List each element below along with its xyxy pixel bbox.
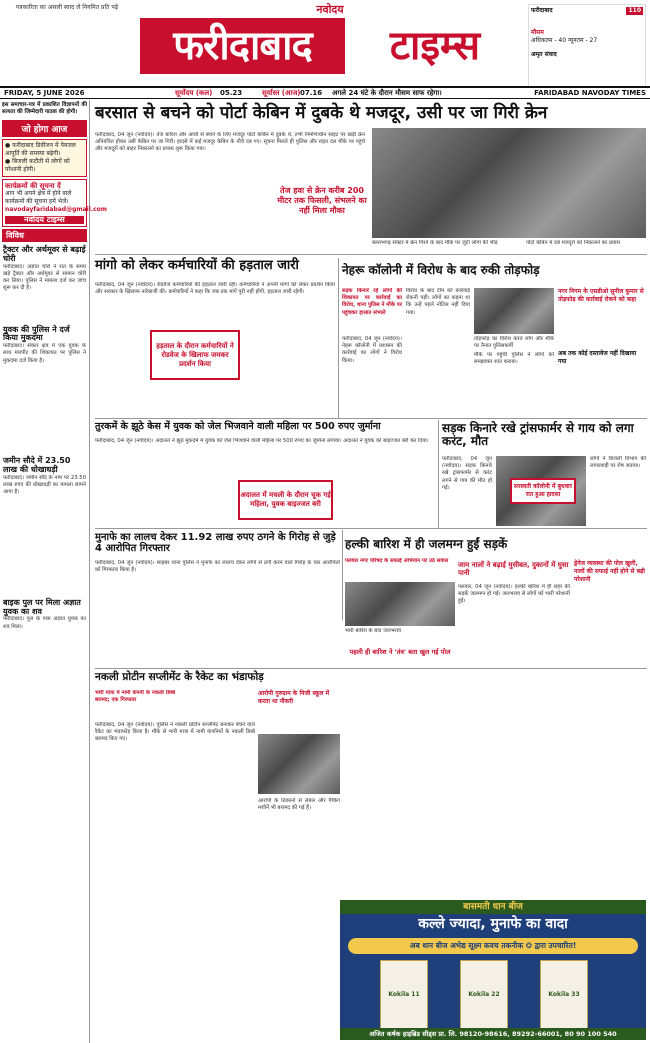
edition-label: फरीदाबाद xyxy=(531,7,553,14)
story6-sub: जाम नालों ने बढ़ाई मुसीबत, दुकानों में घुसा पानी xyxy=(458,561,569,577)
dateline xyxy=(0,86,650,99)
story7-bullet: भारी मात्रा में नामी कंपनी के नकली डिब्बे बरामद; एक गिरफ्तार xyxy=(95,690,175,704)
product-bag: Kokila 11 xyxy=(380,960,428,1030)
story4-body-b: लोगों ने बिजली विभाग की लापरवाही पर रोष जताया। xyxy=(590,456,646,470)
rail-box xyxy=(2,139,87,177)
story1-quote: हड़ताल के दौरान कर्मचारियों ने रोडवेज के खिलाफ जमकर प्रदर्शन किया xyxy=(150,330,240,380)
story2-caption: तोड़फोड़ का विरोध करते लोग और मौके पर तैनात पुलिसकर्मी xyxy=(474,336,554,350)
story2-body-b: विरोध के बाद टीम को कार्रवाई रोकनी पड़ी। लोगों का कहना था कि उन्हें पहले नोटिस नहीं दिया गया। xyxy=(406,288,470,316)
story2-headline: नेहरू कॉलोनी में विरोध के बाद रुकी तोड़फोड़ xyxy=(342,263,540,277)
story3-headline: तुरकमें के झूठे केस में युवक को जेल भिजवाने वाली महिला पर 500 रुपए जुर्माना xyxy=(95,421,381,432)
story6-side: ड्रेनेज व्यवस्था की पोल खुली, नालों की सफाई नहीं होने से बढ़ी परेशानी xyxy=(574,560,645,583)
ticker: अगले 24 घंटे के दौरान मौसम साफ रहेगा। xyxy=(332,89,442,97)
rail-top-note: इस समाचार-पत्र में प्रकाशित विज्ञापनों की सत्यता की जिम्मेदारी पाठक की होगी। xyxy=(2,102,87,115)
story4-quote: सरस्वती कॉलोनी में बुधवार रात हुआ हादसा xyxy=(510,478,576,504)
lead-caption-1: बल्लभगढ़ सेक्टर में क्रेन गिरने के बाद मौके पर जुटी लोगों की भीड़ xyxy=(372,240,498,246)
rail-stories xyxy=(0,244,89,688)
story2-body-a: फरीदाबाद, 04 जून (नवोदय)। नेहरू कॉलोनी में प्रशासन की कार्रवाई का लोगों ने विरोध किया। xyxy=(342,336,402,364)
rail-story: जमीन सौदे में 23.50 लाख की धोखाधड़ी फरीदाबाद। जमीन सौदे के नाम पर 23.50 लाख रुपए की धोखाधड़ी का मामला सामने आया है। xyxy=(3,456,86,496)
masthead xyxy=(0,0,650,96)
contact-email[interactable]: navodayfaridabad@gmail.com xyxy=(5,206,107,213)
story2-body-c: मौके पर पहुंची पुलिस ने लोगों को समझाकर शांत कराया। xyxy=(474,352,554,366)
weather-box xyxy=(528,4,646,90)
nameplate-left: फरीदाबाद xyxy=(140,18,345,74)
story4-headline: सड़क किनारे रखे ट्रांसफार्मर से गाय को लगा करंट, मौत xyxy=(442,421,634,449)
weather-title: मौसम xyxy=(531,29,544,36)
story1-headline: मांगो को लेकर कर्मचारियों की हड़ताल जारी xyxy=(95,258,299,273)
rail-box-head: जो होगा आज xyxy=(2,120,87,137)
product-bag: Kokila 22 xyxy=(460,960,508,1030)
call-head: कार्यक्रमों की सूचना दें xyxy=(5,182,61,190)
rail-story: युवक की पुलिस ने दर्ज किया मुकदमा फरीदाबाद। सेक्टर क्षेत्र में एक युवक के साथ मारपीट की शिकायत पर पुलिस ने मुकदमा दर्ज किया है। xyxy=(3,324,86,364)
story4-body: फरीदाबाद, 04 जून (नवोदय)। सड़क किनारे रखे ट्रांसफार्मर से करंट लगने से गाय की मौत हो गई। xyxy=(442,456,492,491)
ad-brand: बासमती धान बीज xyxy=(340,900,646,914)
story2-photo xyxy=(474,288,554,334)
rail-item: ● बिजली कटौती से लोगों को परेशानी होगी। xyxy=(5,158,70,173)
story2-side-sub: अब तक कोई दस्तावेज नहीं दिखाया गया xyxy=(558,350,637,365)
story6-quote: पहली ही बारिश ने 'तंत्र' बता खुल गई पोल xyxy=(345,640,455,664)
section-label: विविध xyxy=(2,229,87,242)
lead-body: फरीदाबाद, 04 जून (नवोदय)। तेज बारिश और आंधी से बचने के लिए मजदूर पोर्टा केबिन में दुबके थे, तभी निर्माणाधीन साइट पर खड़ी क्रेन अनियंत्रित होकर उसी केबिन पर जा गिरी। हादसे में कई मजदूर केबिन के नीचे दब गए। सूचना मिलते ही पुलिस और राहत दल मौके पर पहुंचे और मजदूरों को बाहर निकालने का प्रयास शुरू किया गया। xyxy=(95,132,365,153)
ad-tagline: अब धान बीज अभेद्य सूक्ष्म कवच तकनीक ❂ द्वारा उपचारित! xyxy=(348,938,638,954)
story2-side-head: नगर निगम के एसडीओ सुनील कुमार से तोड़फोड़ की कार्रवाई रोकने को कहा xyxy=(558,288,644,303)
story3-quote: अदालत में मचली के दौरान चूक गई महिला, युवक बाइज्जत बरी xyxy=(238,480,333,520)
lead-caption-2: पोर्टा केबिन में दबे मजदूरों को निकालने का प्रयास xyxy=(526,240,620,246)
story6-photo xyxy=(345,582,455,626)
story1-body: फरीदाबाद, 04 जून (नवोदय)। रोडवेज कर्मचारियों की हड़ताल जारी रही। कर्मचारियों ने अपनी मांगों को लेकर प्रदर्शन किया और सरकार के खिलाफ नारेबाजी की। कर्मचारियों ने कहा कि जब तक मांगें पूरी नहीं होंगी, हड़ताल जारी रहेगी। xyxy=(95,282,335,296)
rail-story: बाइक पुल पर मिला अज्ञात युवक का शव फरीदाबाद। पुल के पास अज्ञात युवक का शव मिला। xyxy=(3,597,86,630)
sunrise-time: 05.23 xyxy=(220,89,243,97)
story7-sub: आरोपी गुरुग्राम के निजी स्कूल में करता था नौकरी xyxy=(258,690,330,705)
ad-footer: अजित कर्षक हाइब्रिड सीड्स प्रा. लि. 98120-98616, 89292-66001, 80 90 100 540 xyxy=(340,1028,646,1040)
story6-headline: हल्की बारिश में ही जलमग्न हुईं सड़कें xyxy=(345,537,508,551)
lead-headline: बरसात से बचने को पोर्टा केबिन में दुबके थे मजदूर, उसी पर जा गिरी क्रेन xyxy=(95,103,548,123)
seed-advertisement xyxy=(340,900,646,1040)
left-rail xyxy=(0,100,107,1043)
story6-body: पलवल, 04 जून (नवोदय)। हल्की बारिश में ही शहर की सड़कें जलमग्न हो गईं। जलभराव से लोगों को भारी परेशानी हुई। xyxy=(458,584,570,605)
sunrise-label: सूर्योदय (कल) xyxy=(175,89,213,97)
rail-logo: नवोदय टाइम्स xyxy=(5,216,84,224)
story5-headline: मुनाफे का लालच देकर 11.92 लाख रुपए ठगने के गिरोह से जुड़े 4 आरोपित गिरफ्तार xyxy=(95,532,336,554)
story7-body: फरीदाबाद, 04 जून (नवोदय)। पुलिस ने नकली प्रोटीन सप्लीमेंट बनाकर बेचने वाले रैकेट का भंडाफोड़ किया है। मौके से भारी मात्रा में नामी कंपनियों के नकली डिब्बे बरामद किए गए। xyxy=(95,722,255,743)
ad-headline: कल्ले ज्यादा, मुनाफे का वादा xyxy=(418,916,568,932)
story6-bullet: पलवल नगर परिषद के सफाई अभियान पर उठे सवाल xyxy=(345,558,449,564)
page-count: 110 xyxy=(628,7,641,14)
promo-text: अमृत संवाद xyxy=(531,51,557,58)
nameplate-top: नवोदय xyxy=(316,3,344,16)
lead-quote: तेज हवा से क्रेन करीब 200 मीटर तक फिसली, संभलने का नहीं मिला मौका xyxy=(276,170,368,232)
nameplate-right: टाइम्स xyxy=(389,22,481,69)
paper-name: FARIDABAD NAVODAY TIMES xyxy=(534,89,646,97)
story6-caption: भारी बारिश के बाद जलभराव xyxy=(345,628,401,634)
story3-body: फरीदाबाद, 04 जून (नवोदय)। अदालत ने झूठे मुकदमे में युवक को जेल भिजवाने वाली महिला पर 500 रुपए का जुर्माना लगाया। अदालत ने युवक को बाइज्जत बरी कर दिया। xyxy=(95,438,429,444)
sunset-label: सूर्यास्त (आज) xyxy=(262,89,301,97)
story7-headline: नकली प्रोटीन सप्लीमेंट के रैकेट का भंडाफोड़ xyxy=(95,671,264,683)
lead-photo-crane xyxy=(372,128,646,238)
rail-item: ● फरीदाबाद डिवीजन में पेयजल आपूर्ति की समस्या बढ़ेगी। xyxy=(5,142,76,157)
weather-temps: अधिकतम - 40 न्यूनतम - 27 xyxy=(531,37,598,44)
rail-story: ट्रैक्टर और अर्थमूवर से बढ़ाई चोरी फरीदाबाद। अज्ञात चोरों ने रात के समय खड़े ट्रैक्टर और अर्थमूवर से सामान चोरी कर लिया। पुलिस ने मामला दर्ज कर जांच शुरू कर दी है। xyxy=(3,245,86,292)
story7-photo xyxy=(258,734,340,794)
sunset-time: 07.16 xyxy=(300,89,323,97)
story5-body: फरीदाबाद, 04 जून (नवोदय)। साइबर थाना पुलिस ने मुनाफे का लालच देकर लोगों से ठगी करने वाले गिरोह के चार आरोपितों को गिरफ्तार किया है। xyxy=(95,560,340,574)
date: FRIDAY, 5 JUNE 2026 xyxy=(4,89,85,97)
story7-body-b: आरोपी के ठिकानों से लेबल और पैकिंग मशीनें भी बरामद की गई हैं। xyxy=(258,798,340,812)
product-bag: Kokila 33 xyxy=(540,960,588,1030)
call-box xyxy=(2,179,107,227)
story2-bullet: सड़क किनारे रहे लोगों की शिकायत पर कार्रवाई का विरोध, थाना पुलिस ने मौके पर पहुंचकर हालात संभाले xyxy=(342,288,402,316)
masthead-notice: पत्रकारिता का असली स्वाद लें नियमित प्रति पढ़ें xyxy=(15,4,119,11)
call-text: आप भी अपने क्षेत्र में होने वाले कार्यक्रमों की सूचना हमें भेजें। xyxy=(5,190,72,205)
nameplate xyxy=(140,2,520,92)
